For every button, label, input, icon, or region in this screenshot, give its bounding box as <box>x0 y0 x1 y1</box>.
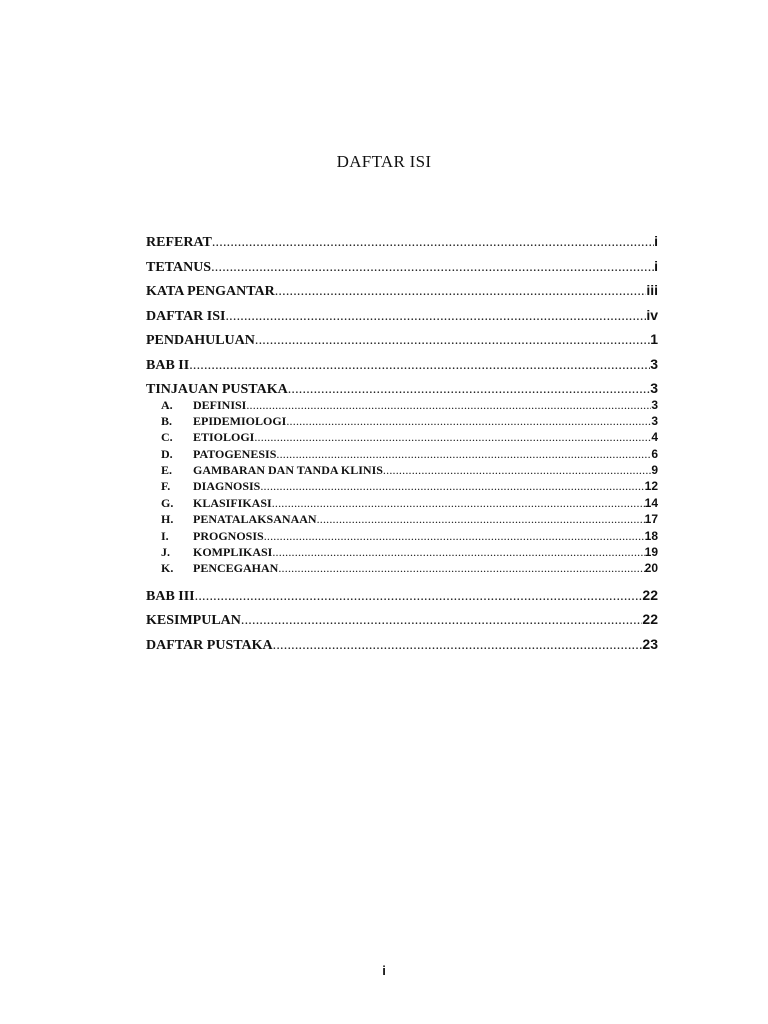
toc-sub-entry-letter: D. <box>161 446 173 461</box>
dot-leader <box>195 587 643 607</box>
dot-leader <box>278 560 644 576</box>
toc-sub-entry-letter: F. <box>161 479 171 494</box>
toc-entry[interactable] <box>146 634 658 659</box>
dot-leader <box>286 413 651 429</box>
toc-sub-entry[interactable] <box>146 511 658 527</box>
page-number-footer: i <box>382 963 386 978</box>
toc-sub-entry-letter: E. <box>161 463 173 478</box>
toc-entry-label: DAFTAR PUSTAKA <box>146 637 273 653</box>
dot-leader <box>383 462 651 478</box>
toc-sub-entry[interactable] <box>146 446 658 462</box>
toc-sub-entry[interactable] <box>146 495 658 511</box>
table-of-contents <box>146 231 658 658</box>
toc-sub-entry-page: 3 <box>651 397 658 412</box>
toc-sub-entry-page: 17 <box>644 512 658 527</box>
toc-entry-label: TETANUS <box>146 259 212 275</box>
toc-sub-entry[interactable] <box>146 544 658 560</box>
toc-entry-page: iii <box>646 282 658 298</box>
dot-leader <box>255 331 650 351</box>
toc-entry-page: iv <box>646 306 658 323</box>
toc-entry[interactable] <box>146 231 658 256</box>
toc-entry[interactable] <box>146 305 658 330</box>
dot-leader <box>273 636 643 656</box>
toc-sub-entry-page: 4 <box>651 430 658 445</box>
toc-entry[interactable] <box>146 280 658 305</box>
toc-sub-entry-page: 19 <box>644 545 658 560</box>
dot-leader <box>246 397 651 413</box>
dot-leader <box>260 478 644 494</box>
toc-main-entries-top <box>146 231 658 403</box>
toc-sub-entry-label: DIAGNOSIS <box>193 479 261 494</box>
toc-sub-entry-label: EPIDEMIOLOGI <box>193 413 287 428</box>
toc-sub-entry-page: 20 <box>644 561 658 576</box>
toc-entry-label: BAB II <box>146 357 190 373</box>
toc-entry-label: DAFTAR ISI <box>146 308 226 324</box>
dot-leader <box>275 282 647 302</box>
toc-sub-entry[interactable] <box>146 478 658 494</box>
toc-entry-page: 3 <box>650 380 658 396</box>
toc-sub-entry-letter: J. <box>161 545 170 560</box>
toc-sub-entry[interactable] <box>146 462 658 478</box>
toc-sub-entry-label: PENCEGAHAN <box>193 561 279 576</box>
toc-sub-entry-page: 14 <box>644 495 658 510</box>
toc-entry[interactable] <box>146 609 658 634</box>
toc-entry-label: PENDAHULUAN <box>146 333 255 348</box>
toc-entry-label: TINJAUAN PUSTAKA <box>146 382 288 397</box>
toc-sub-entry[interactable] <box>146 429 658 445</box>
toc-entry[interactable] <box>146 354 658 379</box>
toc-sub-entry-page: 12 <box>644 479 658 494</box>
toc-main-entries-bottom <box>146 585 658 659</box>
toc-sub-entry-label: KLASIFIKASI <box>193 495 272 510</box>
toc-entry-label: REFERAT <box>146 235 212 250</box>
dot-leader <box>264 528 645 544</box>
toc-entry-page: 22 <box>642 611 658 628</box>
toc-entry[interactable] <box>146 585 658 610</box>
page-title: DAFTAR ISI <box>336 152 432 171</box>
toc-entry-label: KESIMPULAN <box>146 613 241 629</box>
toc-sub-entry-label: ETIOLOGI <box>193 430 255 445</box>
toc-sub-entry-label: PENATALAKSANAAN <box>193 512 317 527</box>
dot-leader <box>189 356 650 376</box>
toc-sub-entry[interactable] <box>146 528 658 544</box>
toc-sub-entry-letter: K. <box>161 561 174 576</box>
toc-sub-entry-page: 3 <box>651 413 658 428</box>
toc-entry-page: 3 <box>650 355 658 372</box>
toc-sub-entry-label: PROGNOSIS <box>193 528 264 543</box>
toc-sub-entry[interactable] <box>146 413 658 429</box>
dot-leader <box>317 511 645 527</box>
toc-sub-entry[interactable] <box>146 397 658 413</box>
toc-sub-entry[interactable] <box>146 560 658 576</box>
dot-leader <box>276 446 651 462</box>
toc-sub-entry-page: 9 <box>651 463 658 478</box>
dot-leader <box>272 544 644 560</box>
toc-entry-page: 22 <box>642 586 658 603</box>
toc-entry-page: 23 <box>642 635 658 652</box>
toc-entry-label: BAB III <box>146 588 195 604</box>
toc-sub-entry-letter: I. <box>161 528 169 543</box>
toc-sub-entry-label: GAMBARAN DAN TANDA KLINIS <box>193 463 383 478</box>
toc-entry-page: i <box>654 257 658 274</box>
toc-sub-entry-label: PATOGENESIS <box>193 446 277 461</box>
dot-leader <box>212 233 654 253</box>
toc-sub-entry-label: DEFINISI <box>193 397 247 412</box>
toc-sub-entry-letter: G. <box>161 495 174 510</box>
toc-entry-label: KATA PENGANTAR <box>146 284 275 299</box>
toc-sub-entry-page: 6 <box>651 446 658 461</box>
toc-sub-entry-letter: C. <box>161 430 173 445</box>
dot-leader <box>241 611 643 631</box>
toc-entry[interactable] <box>146 256 658 281</box>
toc-entry-page: 1 <box>650 331 658 347</box>
toc-entry-page: i <box>654 233 658 249</box>
toc-sub-entry-label: KOMPLIKASI <box>193 545 273 560</box>
dot-leader <box>211 258 654 278</box>
dot-leader <box>272 495 645 511</box>
toc-sub-entry-letter: A. <box>161 397 173 412</box>
toc-entry[interactable] <box>146 329 658 354</box>
toc-sub-entry-letter: H. <box>161 512 174 527</box>
dot-leader <box>225 307 646 327</box>
toc-sub-entries <box>146 397 658 577</box>
toc-sub-entry-page: 18 <box>644 528 658 543</box>
toc-sub-entry-letter: B. <box>161 413 173 428</box>
dot-leader <box>254 429 651 445</box>
